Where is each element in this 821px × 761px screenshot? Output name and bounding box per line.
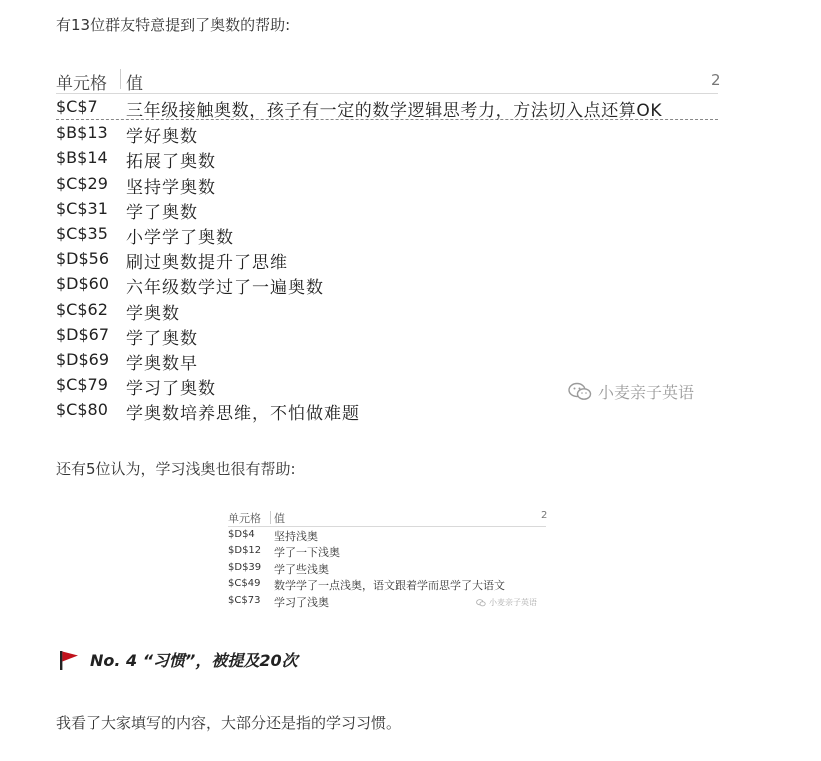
section-heading <box>58 648 298 671</box>
watermark <box>568 380 694 403</box>
wechat-icon <box>568 382 592 402</box>
table-row <box>56 171 718 196</box>
cell-value: 学习了奥数 <box>126 379 216 400</box>
header-cell-label: 单元格 <box>228 512 261 525</box>
cell-ref: $D$56 <box>56 249 110 269</box>
intro-paragraph: 有13位群友特意提到了奥数的帮助: <box>56 16 291 34</box>
third-paragraph: 我看了大家填写的内容，大部分还是指的学习习惯。 <box>56 714 402 732</box>
wechat-icon <box>476 599 486 607</box>
table-row <box>56 271 718 299</box>
table-row <box>56 221 718 246</box>
cell-ref: $B$13 <box>56 123 108 143</box>
cell-ref: $D$67 <box>56 324 110 344</box>
header-divider <box>270 511 271 524</box>
header-value-label: 值 <box>126 74 143 94</box>
cell-value: 学了奥数 <box>126 202 198 223</box>
cell-value: 学了一下浅奥 <box>274 546 340 560</box>
cell-value: 学奥数早 <box>126 353 198 374</box>
table-row <box>56 246 718 274</box>
cell-ref: $C$35 <box>56 223 108 243</box>
watermark-small <box>476 597 537 608</box>
table-row <box>56 196 718 221</box>
red-flag-icon <box>58 649 80 671</box>
table-row <box>228 560 546 576</box>
cell-ref: $C$31 <box>56 198 108 218</box>
header-divider <box>120 69 121 89</box>
cell-value: 刷过奥数提升了思维 <box>126 253 288 274</box>
table-header <box>56 65 721 94</box>
cell-value: 数学学了一点浅奥，语文跟着学而思学了大语文 <box>274 579 505 593</box>
cell-ref: $D$39 <box>228 561 262 573</box>
cell-ref: $C$29 <box>56 173 108 193</box>
cell-ref: $C$49 <box>228 578 261 590</box>
cell-value: 小学学了奥数 <box>126 227 234 248</box>
cell-ref: $C$7 <box>56 97 98 116</box>
header-cell-label: 单元格 <box>56 74 107 94</box>
table-row <box>56 120 718 148</box>
cell-ref: $C$62 <box>56 299 108 319</box>
cell-value: 拓展了奥数 <box>126 152 216 173</box>
cell-ref: $D$4 <box>228 529 255 540</box>
table-header <box>228 509 546 527</box>
header-truncated-label: 2 <box>541 510 548 521</box>
cell-value: 学了奥数 <box>126 328 198 349</box>
cell-value: 学习了浅奥 <box>274 595 329 609</box>
cell-value: 坚持浅奥 <box>274 530 318 543</box>
table-row <box>56 145 718 173</box>
cell-value: 三年级接触奥数，孩子有一定的数学逻辑思考力，方法切入点还算OK <box>126 101 663 121</box>
watermark-text: 小麦亲子英语 <box>598 383 695 402</box>
cell-value: 学奥数 <box>126 303 180 324</box>
watermark-text: 小麦亲子英语 <box>489 598 537 607</box>
cell-value-table-large <box>56 65 721 425</box>
table-row <box>56 297 718 322</box>
cell-ref: $D$12 <box>228 545 262 557</box>
table-row <box>56 347 718 372</box>
header-truncated-label: 2 <box>711 71 721 89</box>
cell-ref: $C$79 <box>56 375 108 395</box>
cell-value: 六年级数学过了一遍奥数 <box>126 278 324 299</box>
second-paragraph: 还有5位认为，学习浅奥也很有帮助: <box>56 460 296 478</box>
cell-value: 坚持学奥数 <box>126 177 216 198</box>
table-row <box>228 576 546 592</box>
cell-value: 学奥数培养思维，不怕做难题 <box>126 404 360 425</box>
table-row <box>228 543 546 559</box>
cell-ref: $B$14 <box>56 148 108 168</box>
cell-ref: $C$80 <box>56 400 108 420</box>
cell-ref: $C$73 <box>228 594 261 606</box>
table-row <box>56 322 718 347</box>
cell-value: 学好奥数 <box>126 127 198 148</box>
header-value-label: 值 <box>274 512 285 525</box>
table-row <box>228 527 546 543</box>
section-heading-text: No. 4 “习惯”，被提及20次 <box>90 651 298 670</box>
cell-ref: $D$69 <box>56 349 110 369</box>
cell-ref: $D$60 <box>56 274 110 294</box>
cell-value: 学了些浅奥 <box>274 562 329 576</box>
table-row <box>56 94 718 120</box>
cell-value-table-small <box>228 509 546 609</box>
